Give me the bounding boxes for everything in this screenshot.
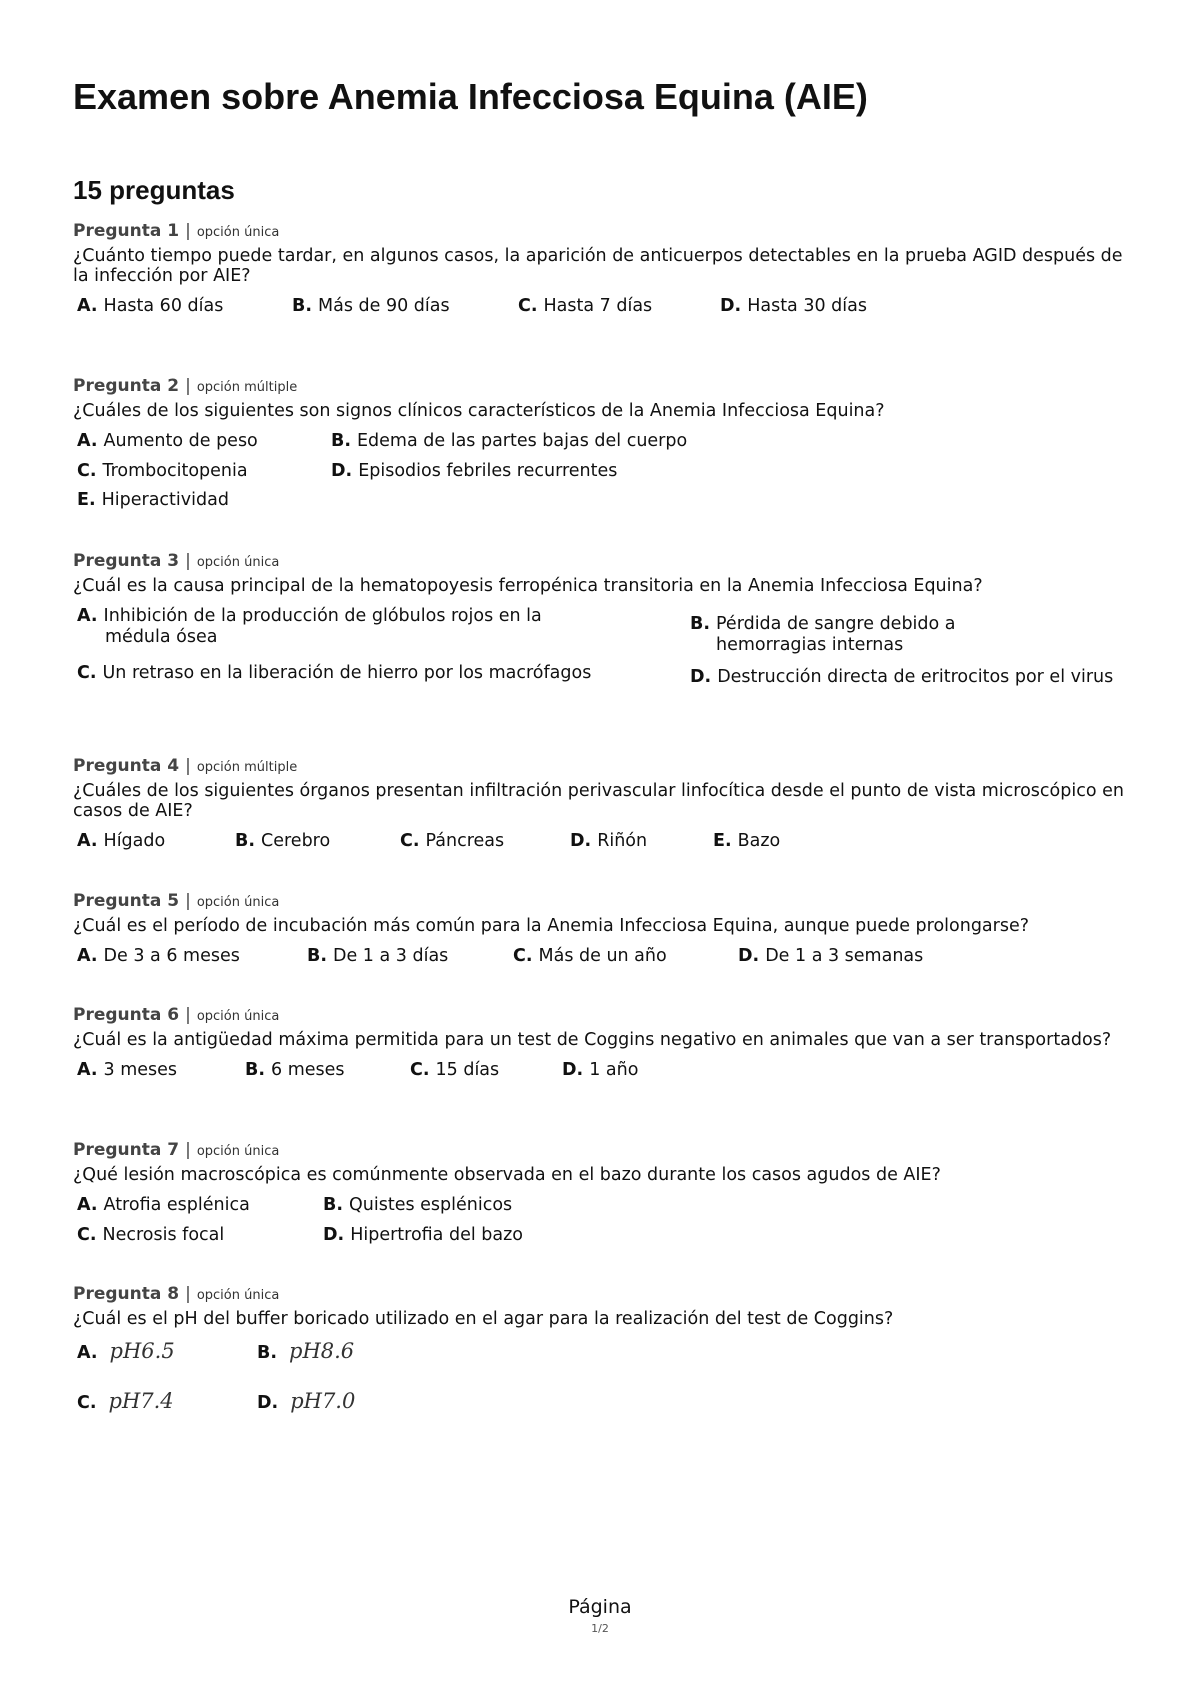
option-letter: D. [720, 296, 742, 316]
question-label: Pregunta 2 [73, 376, 180, 396]
option-b[interactable] [235, 831, 330, 851]
option-text: Más de 90 días [318, 296, 450, 316]
option-a[interactable] [77, 606, 585, 648]
option-letter: B. [307, 946, 327, 966]
question-text: ¿Cuál es la causa principal de la hematopoyesis ferropénica transitoria en la Anemia Infecciosa Equina? [73, 576, 983, 596]
option-letter: B. [690, 614, 710, 634]
options [73, 1060, 1133, 1086]
option-a[interactable] [77, 946, 240, 966]
option-text: 6 meses [271, 1060, 345, 1080]
option-letter: A. [77, 1060, 98, 1080]
separator: | [185, 756, 191, 776]
option-text: Hasta 30 días [747, 296, 867, 316]
question-1 [73, 220, 1133, 322]
option-text: Hasta 60 días [103, 296, 224, 316]
option-math: pH7.0 [290, 1389, 356, 1413]
option-letter: D. [323, 1225, 345, 1245]
option-text: Cerebro [261, 831, 331, 851]
question-type: opción única [196, 1144, 280, 1159]
option-text: 15 días [435, 1060, 500, 1080]
separator: | [185, 1284, 191, 1304]
option-c[interactable] [400, 831, 504, 851]
question-label: Pregunta 8 [73, 1284, 180, 1304]
separator: | [185, 1005, 191, 1025]
option-d[interactable] [323, 1225, 523, 1245]
question-3 [73, 550, 1133, 721]
option-letter: C. [77, 663, 97, 683]
question-type: opción única [196, 555, 280, 570]
question-header [73, 1139, 1133, 1161]
question-text: ¿Cuánto tiempo puede tardar, en algunos casos, la aparición de anticuerpos detectables en la prueba AGID después de la infección por AIE? [73, 246, 1123, 286]
option-letter: C. [77, 1393, 97, 1413]
option-c[interactable] [77, 1389, 174, 1413]
option-b[interactable] [245, 1060, 345, 1080]
question-4 [73, 755, 1133, 857]
option-b[interactable] [690, 614, 1016, 656]
option-letter: D. [562, 1060, 584, 1080]
option-text: 1 año [589, 1060, 639, 1080]
question-text: ¿Qué lesión macroscópica es comúnmente observada en el bazo durante los casos agudos de AIE? [73, 1165, 941, 1185]
options [73, 1195, 1133, 1251]
option-text: Más de un año [538, 946, 667, 966]
question-2 [73, 375, 1133, 516]
separator: | [185, 376, 191, 396]
option-text: Páncreas [425, 831, 505, 851]
option-c[interactable] [77, 461, 248, 481]
option-text: Necrosis focal [102, 1225, 225, 1245]
question-label: Pregunta 1 [73, 221, 180, 241]
option-math: pH6.5 [109, 1339, 175, 1363]
option-text: Destrucción directa de eritrocitos por el virus [717, 667, 1114, 687]
question-type: opción única [196, 1288, 280, 1303]
option-a[interactable] [77, 831, 165, 851]
option-text: Un retraso en la liberación de hierro por los macrófagos [102, 663, 592, 683]
option-text: Pérdida de sangre debido a hemorragias internas [716, 614, 956, 655]
option-letter: C. [518, 296, 538, 316]
option-text: Trombocitopenia [102, 461, 248, 481]
option-text: Atrofia esplénica [103, 1195, 250, 1215]
question-type: opción única [196, 1009, 280, 1024]
separator: | [185, 551, 191, 571]
question-header [73, 550, 1133, 572]
option-letter: B. [257, 1343, 277, 1363]
option-letter: B. [292, 296, 312, 316]
option-text: Bazo [737, 831, 781, 851]
option-text: Aumento de peso [103, 431, 258, 451]
option-letter: A. [77, 831, 98, 851]
option-b[interactable] [323, 1195, 512, 1215]
footer-label: Página [568, 1596, 632, 1618]
options [73, 1339, 1133, 1419]
option-letter: B. [323, 1195, 343, 1215]
question-header [73, 220, 1133, 242]
options [73, 296, 1133, 322]
option-a[interactable] [77, 431, 258, 451]
option-c[interactable] [518, 296, 652, 316]
option-letter: B. [245, 1060, 265, 1080]
option-text: Edema de las partes bajas del cuerpo [357, 431, 688, 451]
option-text: Quistes esplénicos [349, 1195, 513, 1215]
option-text: De 3 a 6 meses [103, 946, 240, 966]
options [73, 831, 1133, 857]
option-a[interactable] [77, 1060, 177, 1080]
option-letter: D. [690, 667, 712, 687]
option-letter: A. [77, 1343, 98, 1363]
separator: | [185, 891, 191, 911]
option-letter: C. [400, 831, 420, 851]
options [73, 946, 1133, 972]
option-text: De 1 a 3 días [333, 946, 449, 966]
option-e[interactable] [713, 831, 780, 851]
question-label: Pregunta 3 [73, 551, 180, 571]
option-b[interactable] [307, 946, 448, 966]
option-letter: A. [77, 946, 98, 966]
question-header [73, 1004, 1133, 1026]
option-letter: B. [235, 831, 255, 851]
option-text: Hígado [103, 831, 166, 851]
option-text: Hiperactividad [101, 490, 229, 510]
option-d[interactable] [562, 1060, 638, 1080]
option-letter: A. [77, 296, 98, 316]
option-a[interactable] [77, 1195, 250, 1215]
option-letter: E. [713, 831, 732, 851]
question-type: opción múltiple [196, 760, 298, 775]
question-header [73, 375, 1133, 397]
option-text: Episodios febriles recurrentes [358, 461, 618, 481]
question-text: ¿Cuál es el pH del buffer boricado utilizado en el agar para la realización del test de Coggins? [73, 1309, 894, 1329]
option-letter: D. [257, 1393, 279, 1413]
question-header [73, 1283, 1133, 1305]
option-letter: A. [77, 431, 98, 451]
option-b[interactable] [257, 1339, 354, 1363]
option-letter: A. [77, 606, 98, 626]
option-d[interactable] [738, 946, 923, 966]
question-text: ¿Cuál es el período de incubación más común para la Anemia Infecciosa Equina, aunque puede prolongarse? [73, 916, 1030, 936]
option-d[interactable] [690, 663, 1126, 691]
option-a[interactable] [77, 1339, 175, 1363]
option-text: Hasta 7 días [543, 296, 653, 316]
separator: | [185, 1140, 191, 1160]
question-type: opción múltiple [196, 380, 298, 395]
question-6 [73, 1004, 1133, 1086]
option-d[interactable] [257, 1389, 355, 1413]
option-text: 3 meses [103, 1060, 178, 1080]
page-footer [0, 1596, 1200, 1635]
question-text: ¿Cuáles de los siguientes órganos presentan infiltración perivascular linfocítica desde el punto de vista microscópico en casos de AIE? [73, 781, 1124, 821]
option-letter: C. [410, 1060, 430, 1080]
question-label: Pregunta 5 [73, 891, 180, 911]
option-letter: D. [738, 946, 760, 966]
question-header [73, 755, 1133, 777]
question-text: ¿Cuál es la antigüedad máxima permitida para un test de Coggins negativo en animales que van a ser transportados? [73, 1030, 1112, 1050]
option-b[interactable] [331, 431, 687, 451]
option-c[interactable] [77, 1225, 224, 1245]
option-b[interactable] [292, 296, 450, 316]
option-text: Riñón [597, 831, 648, 851]
question-label: Pregunta 6 [73, 1005, 180, 1025]
question-header [73, 890, 1133, 912]
option-text: De 1 a 3 semanas [765, 946, 924, 966]
option-letter: E. [77, 490, 96, 510]
separator: | [185, 221, 191, 241]
page-number: 1/2 [591, 1622, 609, 1635]
option-d[interactable] [570, 831, 647, 851]
option-d[interactable] [720, 296, 867, 316]
question-count: 15 preguntas [73, 175, 235, 205]
question-type: opción única [196, 895, 280, 910]
question-8 [73, 1283, 1133, 1419]
option-letter: D. [570, 831, 592, 851]
question-label: Pregunta 7 [73, 1140, 180, 1160]
exam-title: Examen sobre Anemia Infecciosa Equina (AIE) [73, 76, 868, 117]
option-e[interactable] [77, 490, 229, 510]
options [73, 431, 1133, 516]
option-letter: D. [331, 461, 353, 481]
option-letter: C. [513, 946, 533, 966]
options [73, 606, 1133, 721]
option-text: Hipertrofia del bazo [350, 1225, 523, 1245]
option-d[interactable] [331, 461, 617, 481]
option-letter: B. [331, 431, 351, 451]
option-text: Inhibición de la producción de glóbulos rojos en la médula ósea [103, 606, 542, 647]
option-math: pH8.6 [289, 1339, 355, 1363]
question-text: ¿Cuáles de los siguientes son signos clínicos característicos de la Anemia Infecciosa Equina? [73, 401, 885, 421]
question-type: opción única [196, 225, 280, 240]
option-letter: C. [77, 461, 97, 481]
option-math: pH7.4 [108, 1389, 174, 1413]
question-5 [73, 890, 1133, 972]
option-letter: A. [77, 1195, 98, 1215]
option-c[interactable] [77, 663, 591, 683]
question-7 [73, 1139, 1133, 1251]
option-c[interactable] [410, 1060, 499, 1080]
question-label: Pregunta 4 [73, 756, 180, 776]
option-c[interactable] [513, 946, 667, 966]
option-a[interactable] [77, 296, 223, 316]
option-letter: C. [77, 1225, 97, 1245]
